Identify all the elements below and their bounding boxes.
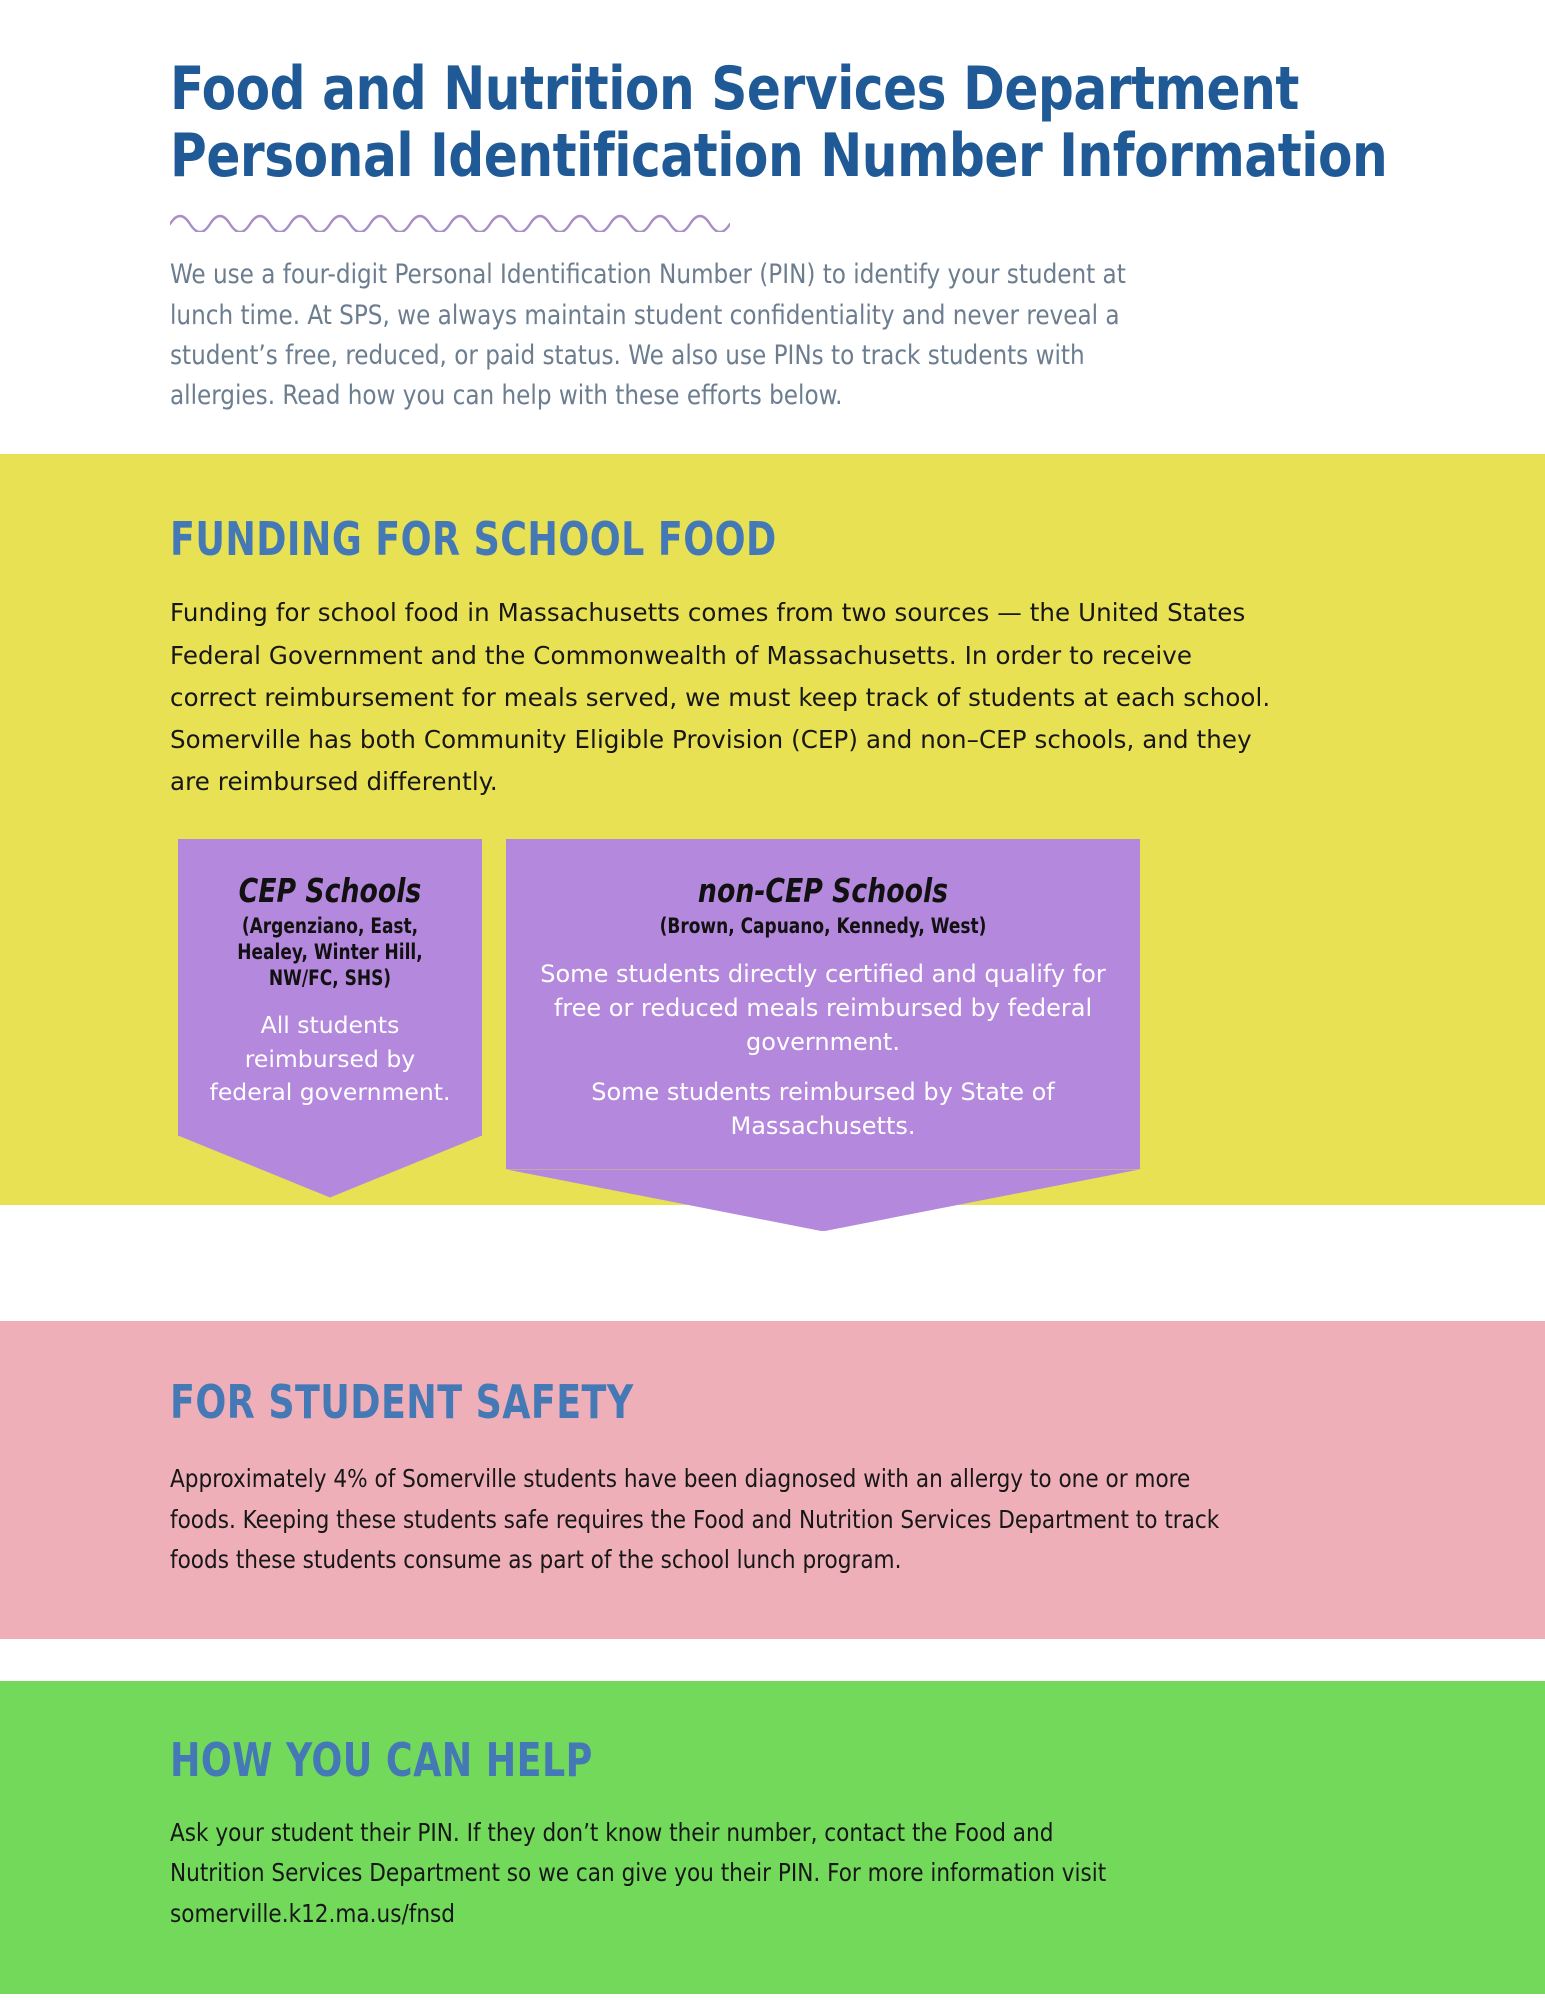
- non-cep-card-title: non-CEP Schools: [697, 871, 949, 911]
- help-content: [0, 1733, 1545, 1935]
- help-body: Ask your student their PIN. If they don’t know their number, contact the Food and Nutrition Services Department so we can give you their PIN. For more information visit somerville.k12.ma.us/fnsd: [170, 1817, 1107, 1928]
- funding-boxes-wrapper: [0, 803, 1545, 1169]
- non-cep-card-school-list: (Brown, Capuano, Kennedy, West): [659, 913, 987, 938]
- help-heading: HOW YOU CAN HELP: [170, 1732, 593, 1787]
- non-cep-card-paragraph-1: Some students directly certified and qualify for free or reduced meals reimbursed by federal government.: [540, 959, 1106, 1057]
- safety-content: [0, 1375, 1545, 1581]
- page-title: [170, 54, 1388, 192]
- squiggle-divider-icon: [170, 206, 730, 232]
- funding-heading: FUNDING FOR SCHOOL FOOD: [170, 512, 777, 567]
- section-safety: [0, 1321, 1545, 1639]
- white-gap-after-funding: [0, 1205, 1545, 1321]
- funding-body: Funding for school food in Massachusetts comes from two sources — the United States Federal Government and the Commonwealth of Massachusetts. In order to receive correct reimbursement for meals served, we must keep track of students at each school. Somerville has both Community Eligible Provision (CEP) and non–CEP schools, and they are reimbursed differently.: [170, 598, 1271, 796]
- non-cep-schools-card: [506, 839, 1140, 1169]
- safety-body: Approximately 4% of Somerville students have been diagnosed with an allergy to one or more foods. Keeping these students safe requires the Food and Nutrition Services Department to track foods these students consume as part of the school lunch program.: [170, 1464, 1220, 1575]
- page-title-line-2: Personal Identification Number Information: [170, 121, 1388, 192]
- cep-card-school-list: (Argenziano, East, Healey, Winter Hill, NW/FC, SHS): [237, 913, 423, 991]
- intro-paragraph: We use a four-digit Personal Identification Number (PIN) to identify your student at lunch time. At SPS, we always maintain student confidentiality and never reveal a student’s free, reduced, or paid status. We also use PINs to track students with allergies. Read how you can help with these efforts below.: [170, 259, 1126, 412]
- page-title-line-1: Food and Nutrition Services Department: [170, 54, 1299, 124]
- section-funding: [0, 454, 1545, 1205]
- cep-card-title: CEP Schools: [238, 871, 422, 911]
- school-type-boxes: [170, 839, 1375, 1169]
- funding-content: [0, 512, 1545, 803]
- cep-schools-card: [178, 839, 482, 1135]
- white-gap-after-safety: [0, 1639, 1545, 1681]
- cep-card-paragraph: All students reimbursed by federal government.: [209, 1011, 451, 1107]
- safety-heading: FOR STUDENT SAFETY: [170, 1375, 634, 1430]
- non-cep-card-paragraph-2: Some students reimbursed by State of Massachusetts.: [591, 1078, 1055, 1141]
- header-section: [0, 0, 1545, 416]
- section-help: [0, 1681, 1545, 1995]
